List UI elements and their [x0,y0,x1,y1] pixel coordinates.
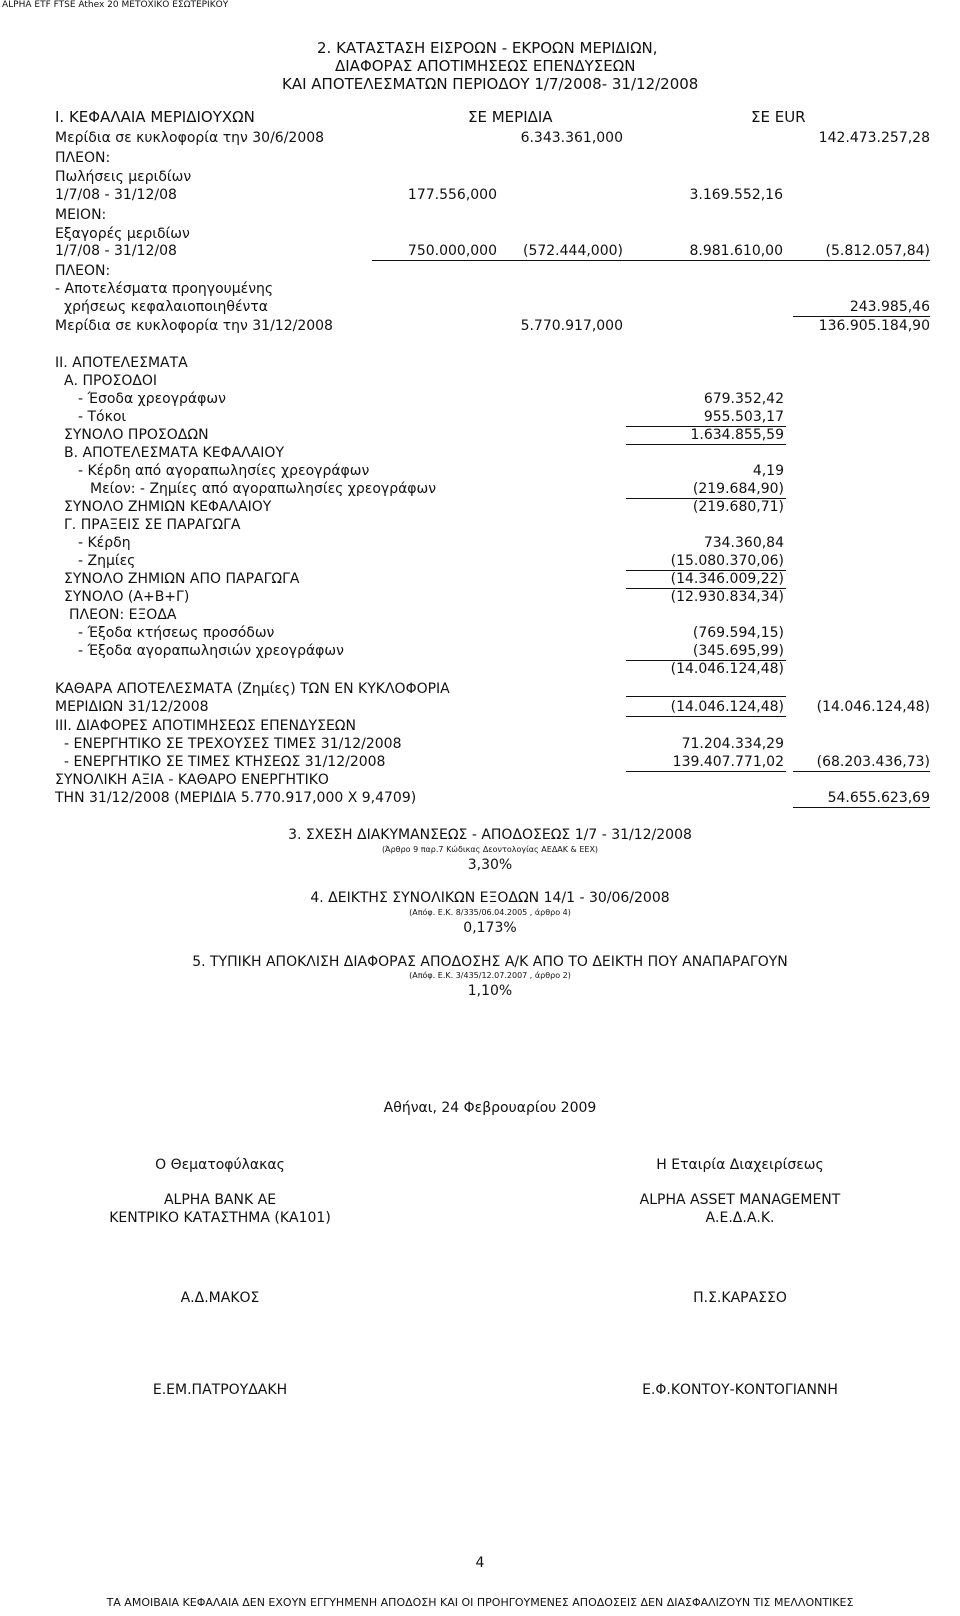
place-date: Αθήναι, 24 Φεβρουαρίου 2009 [383,1100,597,1116]
acquisition-expenses-value: (769.594,15) [692,625,784,641]
rule-under-assets-cost [626,771,786,772]
capital-losses-label: Μείον: - Ζημίες από αγοραπωλησίες χρεογράφων [90,481,437,497]
ratio-4-value: 0,173% [463,920,517,936]
sales-label: Πωλήσεις μεριδίων [55,169,192,185]
rule-under-valuation-difference [793,771,930,772]
signatory-left-1: Α.Δ.ΜΑΚΟΣ [180,1290,260,1306]
sales-units: 177.556,000 [407,187,497,203]
capital-losses-value: (219.684,90) [692,481,784,497]
rule-under-net-asset [793,807,930,808]
ratio-5-title: 5. ΤΥΠΙΚΗ ΑΠΟΚΛΙΣΗ ΔΙΑΦΟΡΑΣ ΑΠΟΔΟΣΗΣ Α/Κ ΑΠΟ ΤΟ ΔΕΙΚΤΗ ΠΟΥ ΑΝΑΠΑΡΑΓΟΥΝ [192,954,788,970]
column-header-units: ΣΕ ΜΕΡΙΔΙΑ [468,108,553,126]
section-1-heading: Ι. ΚΕΦΑΛΑΙΑ ΜΕΡΙΔΙΟΥΧΩΝ [55,108,255,126]
ratio-3-note: (Άρθρο 9 παρ.7 Κώδικας Δεοντολογίας ΑΕΔΑΚ & ΕΕΧ) [381,845,599,854]
net-results-value: (14.046.124,48) [670,699,784,715]
redemptions-label: Εξαγορές μεριδίων [55,226,190,242]
title-line-2: ΔΙΑΦΟΡΑΣ ΑΠΟΤΙΜΗΣΕΩΣ ΕΠΕΝΔΥΣΕΩΝ [335,57,636,75]
securities-income-value: 679.352,42 [703,391,784,407]
capital-total-label: ΣΥΝΟΛΟ ΖΗΜΙΩΝ ΚΕΦΑΛΑΙΟΥ [64,499,272,515]
management-company-role: Η Εταιρία Διαχειρίσεως [656,1157,824,1173]
capital-total-value: (219.680,71) [692,499,784,515]
derivatives-losses-label: - Ζημίες [78,553,136,569]
interest-label: - Τόκοι [78,409,127,425]
sales-eur: 3.169.552,16 [689,187,783,203]
rule-above-net-results [626,696,786,697]
prev-results-line-1: - Αποτελέσματα προηγουμένης [55,281,274,297]
custodian-role: Ο Θεματοφύλακας [155,1157,285,1173]
signatory-left-2: Ε.ΕΜ.ΠΑΤΡΟΥΔΑΚΗ [152,1382,288,1398]
page-number: 4 [475,1555,485,1571]
rule-under-prev-results [793,316,930,317]
capital-gains-value: 4,19 [752,463,784,479]
net-asset-line-1: ΣΥΝΟΛΙΚΗ ΑΞΙΑ - ΚΑΘΑΡΟ ΕΝΕΡΓΗΤΙΚΟ [55,772,329,788]
abc-total-label: ΣΥΝΟΛΟ (Α+Β+Γ) [64,589,190,605]
plus-label-1: ΠΛΕΟΝ: [55,150,111,166]
units-end-label: Μερίδια σε κυκλοφορία την 31/12/2008 [55,318,333,334]
eur-start-value: 142.473.257,28 [818,130,930,146]
eur-end-value: 136.905.184,90 [818,318,930,334]
signatory-right-2: Ε.Φ.ΚΟΝΤΟΥ-ΚΟΝΤΟΓΙΑΝΝΗ [642,1382,838,1398]
securities-income-label: - Έσοδα χρεογράφων [78,391,226,407]
revenue-heading: Α. ΠΡΟΣΟΔΟΙ [64,373,158,389]
redemptions-units-net: (572.444,000) [523,243,623,259]
column-header-eur: ΣΕ EUR [751,108,806,126]
management-company-org-2: Α.Ε.Δ.Α.Κ. [705,1210,775,1226]
expenses-total-value: (14.046.124,48) [670,661,784,677]
derivatives-gains-label: - Κέρδη [78,535,131,551]
valuation-difference-value: (68.203.436,73) [816,754,930,770]
net-asset-value: 54.655.623,69 [827,790,930,806]
ratio-3-title: 3. ΣΧΕΣΗ ΔΙΑΚΥΜΑΝΣΕΩΣ - ΑΠΟΔΟΣΕΩΣ 1/7 - 31/12/2008 [288,827,692,843]
minus-label: ΜΕΙΟΝ: [55,207,107,223]
redemptions-units: 750.000,000 [407,243,497,259]
rule-under-redemptions [372,260,930,261]
ratio-4-note: (Απόφ. Ε.Κ. 8/335/06.04.2005 , άρθρο 4) [409,908,571,917]
prev-results-eur: 243.985,46 [849,299,930,315]
prev-results-line-2: χρήσεως κεφαλαιοποιηθέντα [64,299,268,315]
ratio-5-value: 1,10% [467,983,513,999]
revenue-total-label: ΣΥΝΟΛΟ ΠΡΟΣΟΔΩΝ [64,427,209,443]
custodian-org-2: ΚΕΝΤΡΙΚΟ ΚΑΤΑΣΤΗΜΑ (ΚΑ101) [109,1210,331,1226]
units-start-label: Μερίδια σε κυκλοφορία την 30/6/2008 [55,130,325,146]
expenses-heading: ΠΛΕΟΝ: ΕΞΟΔΑ [69,607,177,623]
derivatives-total-value: (14.346.009,22) [670,571,784,587]
net-results-value-total: (14.046.124,48) [816,699,930,715]
capital-results-heading: Β. ΑΠΟΤΕΛΕΣΜΑΤΑ ΚΕΦΑΛΑΙΟΥ [64,445,285,461]
title-line-1: 2. ΚΑΤΑΣΤΑΣΗ ΕΙΣΡΟΩΝ - ΕΚΡΟΩΝ ΜΕΡΙΔΙΩΝ, [317,39,658,57]
redemptions-eur-net: (5.812.057,84) [825,243,930,259]
trading-expenses-value: (345.695,99) [692,643,784,659]
interest-value: 955.503,17 [703,409,784,425]
assets-current-value: 71.204.334,29 [681,736,784,752]
derivatives-heading: Γ. ΠΡΑΞΕΙΣ ΣΕ ΠΑΡΑΓΩΓΑ [64,517,241,533]
net-asset-line-2: ΤΗΝ 31/12/2008 (ΜΕΡΙΔΙΑ 5.770.917,000 Χ 9,4709) [55,790,417,806]
document-header-label: ALPHA ETF FTSE Athex 20 ΜΕΤΟΧΙΚΟ ΕΣΩΤΕΡΙΚΟΥ [2,0,229,10]
signatory-right-1: Π.Σ.ΚΑΡΑΣΣΟ [693,1290,787,1306]
acquisition-expenses-label: - Έξοδα κτήσεως προσόδων [78,625,275,641]
ratio-3-value: 3,30% [467,857,513,873]
derivatives-losses-value: (15.080.370,06) [670,553,784,569]
abc-total-value: (12.930.834,34) [670,589,784,605]
units-end-value: 5.770.917,000 [520,318,623,334]
capital-gains-label: - Κέρδη από αγοραπωλησίες χρεογράφων [78,463,370,479]
title-line-3: ΚΑΙ ΑΠΟΤΕΛΕΣΜΑΤΩΝ ΠΕΡΙΟΔΟΥ 1/7/2008- 31/12/2008 [282,75,699,93]
trading-expenses-label: - Έξοδα αγοραπωλησιών χρεογράφων [78,643,344,659]
ratio-5-note: (Απόφ. Ε.Κ. 3/435/12.07.2007 , άρθρο 2) [409,971,571,980]
redemptions-period: 1/7/08 - 31/12/08 [55,243,177,259]
section-3-heading: ΙΙΙ. ΔΙΑΦΟΡΕΣ ΑΠΟΤΙΜΗΣΕΩΣ ΕΠΕΝΔΥΣΕΩΝ [55,718,356,734]
rule-under-revenue-total [626,444,786,445]
revenue-total-value: 1.634.855,59 [690,427,784,443]
plus-label-2: ΠΛΕΟΝ: [55,263,111,279]
units-start-value: 6.343.361,000 [520,130,623,146]
assets-cost-value: 139.407.771,02 [672,754,784,770]
management-company-org-1: ALPHA ASSET MANAGEMENT [639,1192,841,1208]
derivatives-total-label: ΣΥΝΟΛΟ ΖΗΜΙΩΝ ΑΠΟ ΠΑΡΑΓΩΓΑ [64,571,300,587]
ratio-4-title: 4. ΔΕΙΚΤΗΣ ΣΥΝΟΛΙΚΩΝ ΕΞΟΔΩΝ 14/1 - 30/06/2008 [310,890,670,906]
section-2-heading: ΙΙ. ΑΠΟΤΕΛΕΣΜΑΤΑ [55,355,188,371]
assets-cost-label: - ΕΝΕΡΓΗΤΙΚΟ ΣΕ ΤΙΜΕΣ ΚΤΗΣΕΩΣ 31/12/2008 [64,754,386,770]
derivatives-gains-value: 734.360,84 [703,535,784,551]
redemptions-eur: 8.981.610,00 [689,243,783,259]
custodian-org-1: ALPHA BANK AE [163,1192,277,1208]
assets-current-label: - ΕΝΕΡΓΗΤΙΚΟ ΣΕ ΤΡΕΧΟΥΣΕΣ ΤΙΜΕΣ 31/12/2008 [64,736,402,752]
rule-under-net-results [626,716,786,717]
footer-disclaimer: ΤΑ ΑΜΟΙΒΑΙΑ ΚΕΦΑΛΑΙΑ ΔΕΝ ΕΧΟΥΝ ΕΓΓΥΗΜΕΝΗ ΑΠΟΔΟΣΗ ΚΑΙ ΟΙ ΠΡΟΗΓΟΥΜΕΝΕΣ ΑΠΟΔΟΣΕΙΣ ΔΕΝ ΔΙΑΣΦΑΛΙΖΟΥΝ ΤΙΣ ΜΕΛΛΟΝΤΙΚΕΣ [106,1596,854,1609]
net-results-line-2: ΜΕΡΙΔΙΩΝ 31/12/2008 [55,699,209,715]
net-results-line-1: ΚΑΘΑΡΑ ΑΠΟΤΕΛΕΣΜΑΤΑ (Ζημίες) ΤΩΝ ΕΝ ΚΥΚΛΟΦΟΡΙΑ [55,681,450,697]
sales-period: 1/7/08 - 31/12/08 [55,187,177,203]
